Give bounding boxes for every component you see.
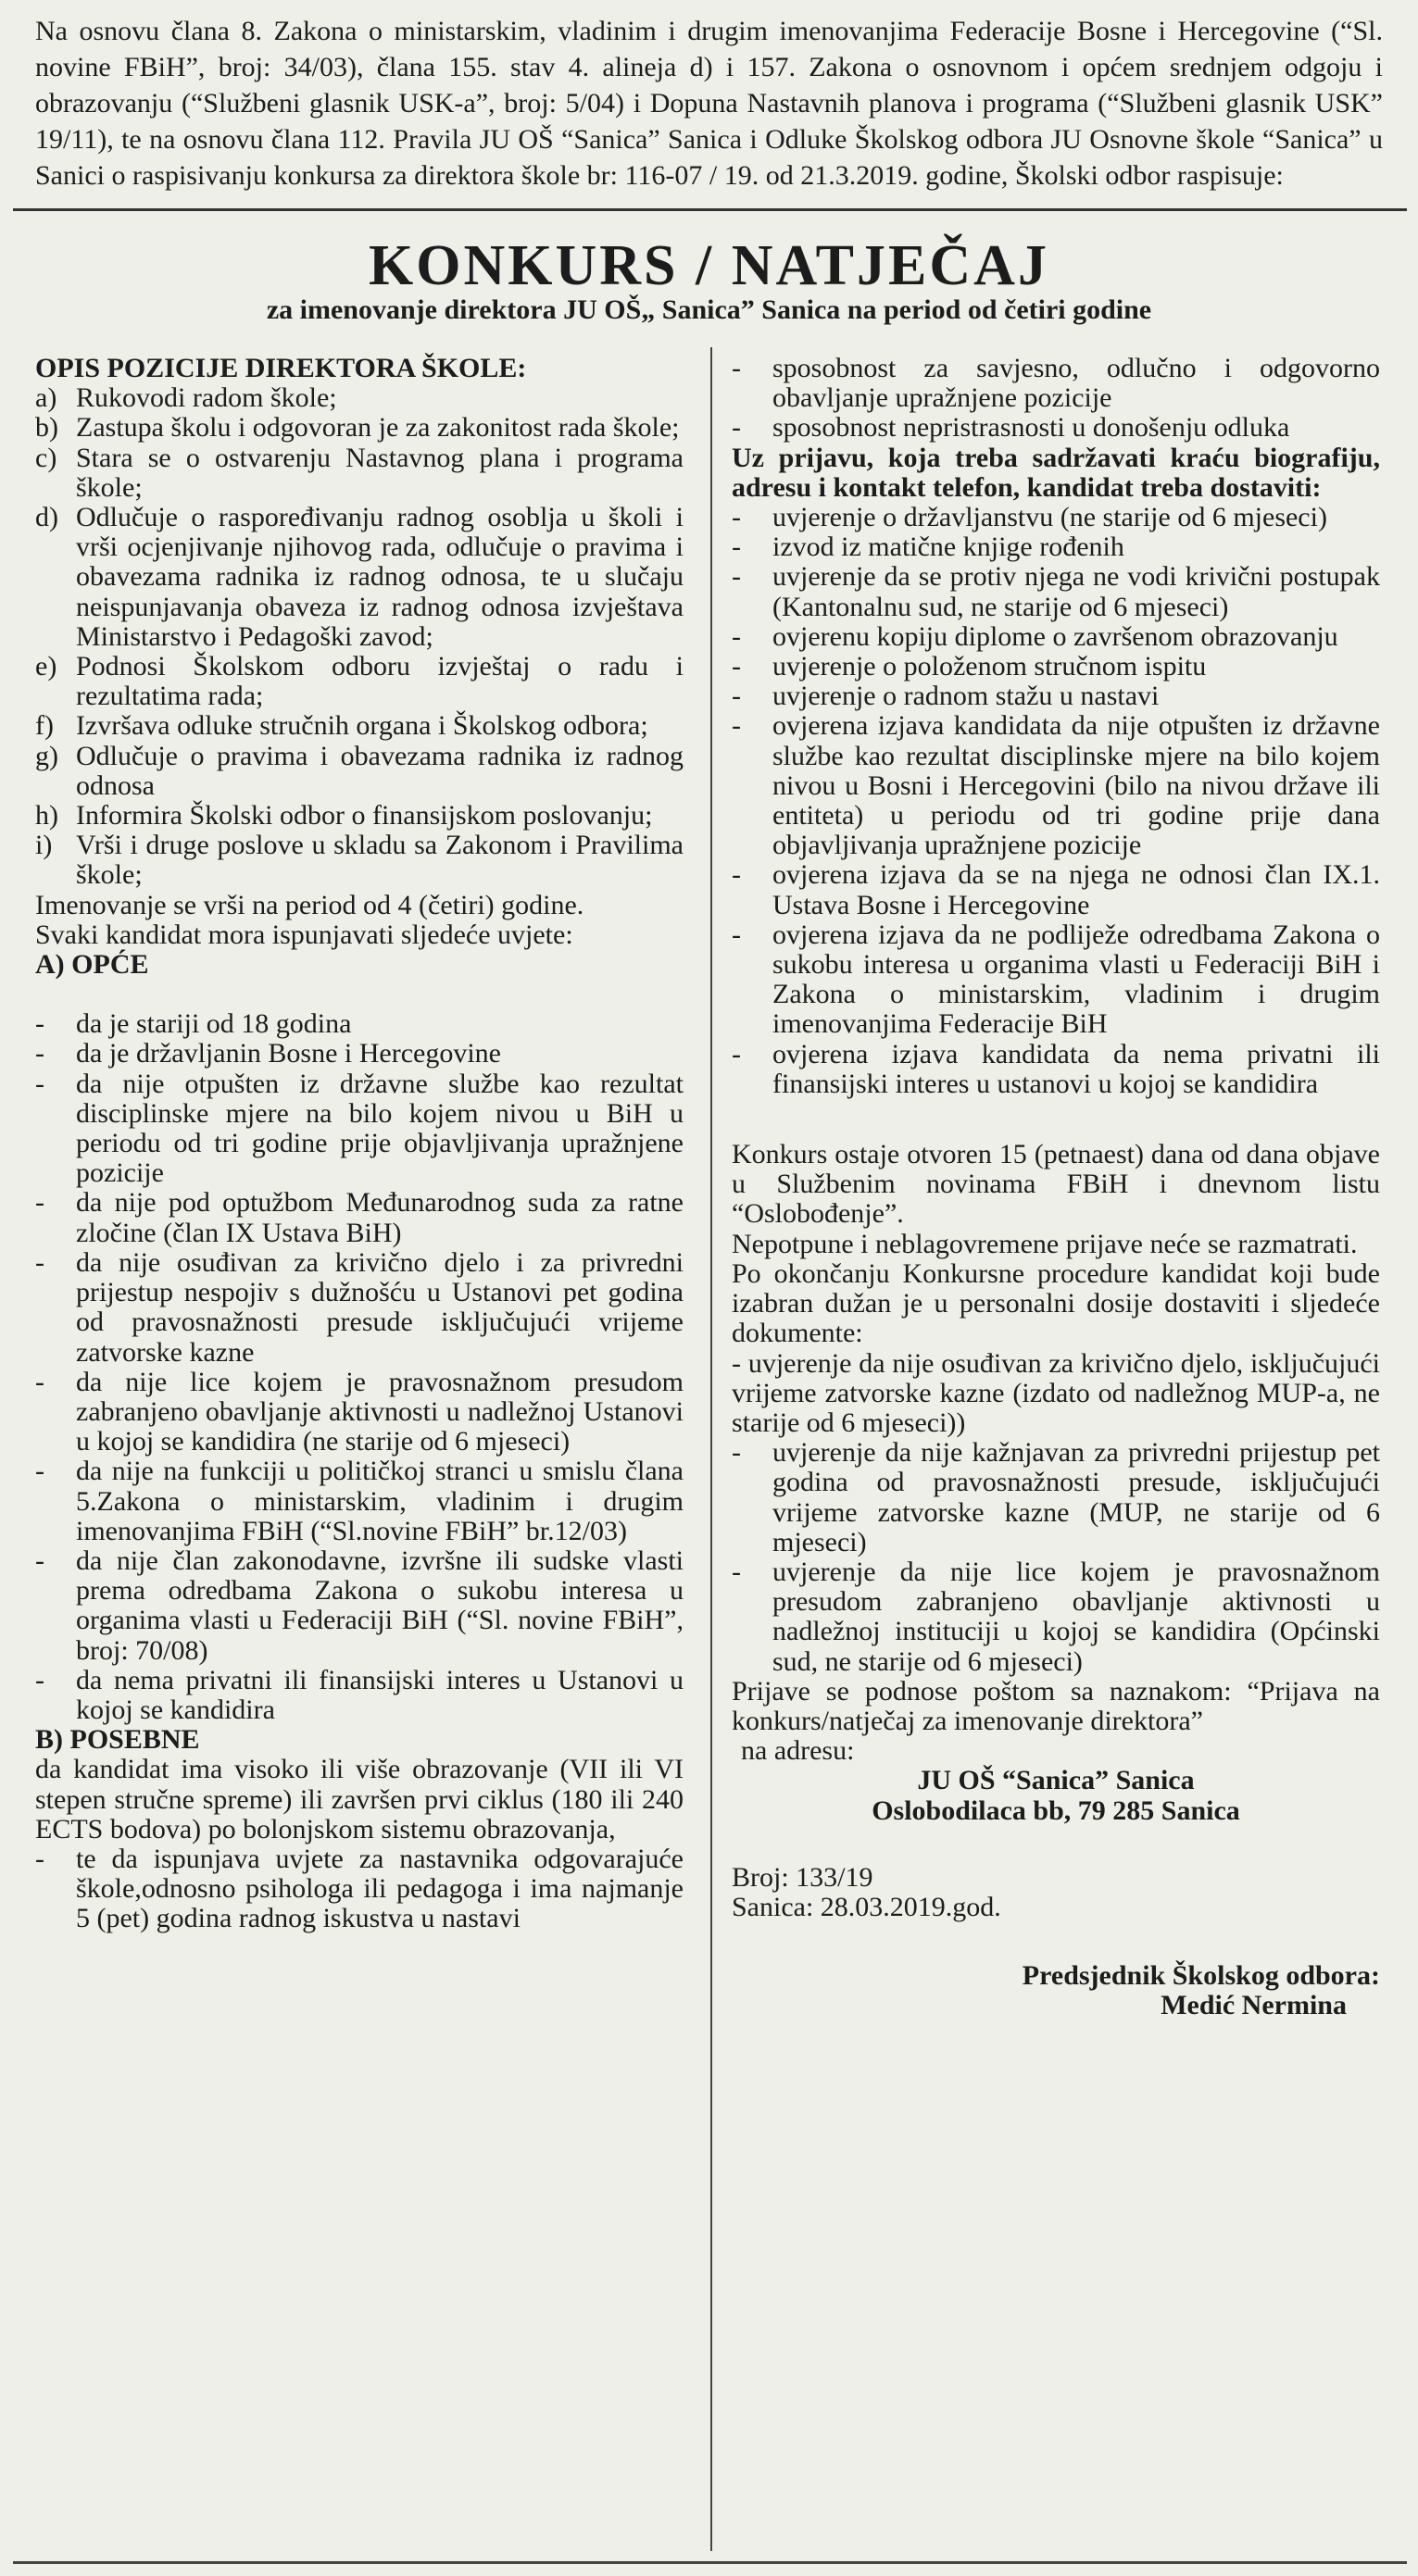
list-item-text: uvjerenje o radnom stažu u nastavi bbox=[772, 681, 1160, 712]
list-item-text: da nije lice kojem je pravosnažnom presudom zabranjeno obavljanje aktivnosti u nadležnoj Ustanovi u kojoj se kandidira (ne starije od 6 mjeseci) bbox=[76, 1366, 684, 1457]
list-marker: - bbox=[732, 859, 741, 891]
document-item bbox=[732, 562, 1380, 621]
list-item-text: uvjerenje o državljanstvu (ne starije od 6 mjeseci) bbox=[772, 502, 1327, 533]
document-item bbox=[732, 860, 1380, 919]
list-item-text: izvod iz matične knjige rođenih bbox=[772, 531, 1124, 563]
list-item-text: Izvršava odluke stručnih organa i Školskog odbora; bbox=[76, 710, 648, 742]
list-marker: - bbox=[35, 1544, 44, 1576]
signature-name: Medić Nermina bbox=[1161, 1990, 1347, 2021]
bottom-rule bbox=[13, 2561, 1407, 2564]
list-marker: d) bbox=[35, 502, 58, 533]
list-marker: - bbox=[732, 531, 741, 563]
list-marker: - bbox=[35, 1843, 44, 1874]
posebne-item bbox=[35, 1844, 684, 1934]
list-marker: - bbox=[732, 1556, 741, 1587]
list-item-text: Podnosi Školskom odboru izvještaj o radu i rezultatima rada; bbox=[76, 651, 684, 712]
list-marker: - bbox=[732, 561, 741, 593]
document-item bbox=[732, 920, 1380, 1040]
list-marker: e) bbox=[35, 651, 57, 682]
list-item-text: da nije član zakonodavne, izvršne ili sudske vlasti prema odredbama Zakona o sukobu interesa u organima vlasti u Federaciji BiH (“Sl. novine FBiH”, broj: 70/08) bbox=[76, 1544, 684, 1666]
right-column bbox=[732, 354, 1380, 2021]
document-item bbox=[732, 682, 1380, 711]
nepotpune-text: Nepotpune i neblagovremene prijave neće se razmatrati. bbox=[732, 1228, 1358, 1259]
list-item-text: Informira Školski odbor o finansijskom poslovanju; bbox=[76, 800, 653, 832]
list-item-text: ovjerena izjava da se na njega ne odnosi član IX.1. Ustava Bosne i Hercegovine bbox=[772, 859, 1380, 920]
list-item-text: da nije osuđivan za krivično djelo i za privredni prijestup nespojiv s dužnošću u Ustanovi pet godina od pravosnažnosti presude isključujući vrijeme zatvorske kazne bbox=[76, 1246, 684, 1368]
duty-item bbox=[35, 413, 684, 443]
list-marker: b) bbox=[35, 412, 58, 444]
list-item-text: Zastupa školu i odgovoran je za zakonitost rada škole; bbox=[76, 412, 680, 444]
list-item-text: da je stariji od 18 godina bbox=[76, 1008, 352, 1040]
duty-item bbox=[35, 742, 684, 801]
document-item bbox=[732, 503, 1380, 532]
list-item-text: da nije otpušten iz državne službe kao rezultat disciplinske mjere na bilo kojem nivou u BiH u periodu od tri godine prije objavljivanja upražnjene pozicije bbox=[76, 1068, 684, 1189]
opce-item bbox=[35, 1248, 684, 1368]
prijava-heading: Uz prijavu, koja treba sadržavati kraću biografiju, adresu i kontakt telefon, kandidat treba dostaviti: bbox=[732, 442, 1380, 503]
opce-list bbox=[35, 1009, 684, 1725]
list-item-text: da je državljanin Bosne i Hercegovine bbox=[76, 1038, 501, 1069]
list-item-text: da nije pod optužbom Međunarodnog suda za ratne zločine (član IX Ustava BiH) bbox=[76, 1187, 684, 1248]
list-marker: - bbox=[35, 1038, 44, 1069]
documents-list bbox=[732, 503, 1380, 1099]
list-item-text: uvjerenje o položenom stručnom ispitu bbox=[772, 651, 1207, 682]
column-divider bbox=[710, 347, 712, 2551]
list-item-text: da nema privatni ili finansijski interes u Ustanovi u kojoj se kandidira bbox=[76, 1664, 684, 1725]
list-marker: i) bbox=[35, 830, 53, 861]
duty-item bbox=[35, 503, 684, 652]
list-item-text: sposobnost za savjesno, odlučno i odgovorno obavljanje upražnjene pozicije bbox=[772, 353, 1380, 414]
list-item-text: te da ispunjava uvjete za nastavnika odgovarajuće škole,odnosno psihologa ili pedagoga i ima najmanje 5 (pet) godina radnog iskustva u nastavi bbox=[76, 1843, 684, 1934]
document-item bbox=[732, 622, 1380, 652]
capability-item bbox=[732, 354, 1380, 413]
document-item bbox=[732, 711, 1380, 860]
duty-item bbox=[35, 711, 684, 741]
date-text: Sanica: 28.03.2019.god. bbox=[732, 1891, 1001, 1922]
duties-list bbox=[35, 383, 684, 890]
list-marker: - bbox=[732, 412, 741, 444]
konkurs-open-text: Konkurs ostaje otvoren 15 (petnaest) dana od dana objave u Službenim novinama FBiH i dnevnom listu “Oslobođenje”. bbox=[732, 1139, 1380, 1230]
list-item-text: uvjerenje da se protiv njega ne vodi krivični postupak (Kantonalnu sud, ne starije od 6 mjeseci) bbox=[772, 561, 1380, 622]
document-item bbox=[732, 1040, 1380, 1099]
signature-title: Predsjednik Školskog odbora: bbox=[1022, 1960, 1380, 1992]
list-item-text: Vrši i druge poslove u skladu sa Zakonom i Pravilima škole; bbox=[76, 830, 684, 891]
list-marker: - bbox=[732, 502, 741, 533]
duty-item bbox=[35, 831, 684, 890]
opce-item bbox=[35, 1457, 684, 1546]
duty-item bbox=[35, 444, 684, 503]
list-item-text: da nije na funkciji u političkoj stranci u smislu člana 5.Zakona o ministarskim, vladinim i drugim imenovanjima FBiH (“Sl.novine FBiH” br.12/03) bbox=[76, 1456, 684, 1546]
list-marker: - bbox=[732, 651, 741, 682]
list-item-text: Rukovodi radom škole; bbox=[76, 382, 337, 414]
list-marker: - bbox=[732, 681, 741, 712]
opis-heading: OPIS POZICIJE DIREKTORA ŠKOLE: bbox=[35, 353, 527, 383]
opce-heading: A) OPĆE bbox=[35, 949, 149, 981]
posebne-heading: B) POSEBNE bbox=[35, 1724, 200, 1756]
opce-item bbox=[35, 1546, 684, 1666]
list-marker: - bbox=[35, 1366, 44, 1397]
list-marker: c) bbox=[35, 442, 57, 473]
capability-list bbox=[732, 354, 1380, 444]
duty-item bbox=[35, 652, 684, 711]
opce-item bbox=[35, 1188, 684, 1247]
list-item-text: sposobnost nepristrasnosti u donošenju odluka bbox=[772, 412, 1290, 444]
opce-item bbox=[35, 1069, 684, 1189]
document-item bbox=[732, 652, 1380, 682]
list-item-text: ovjerena izjava kandidata da nema privatni ili finansijski interes u ustanovi u kojoj se kandidira bbox=[772, 1038, 1380, 1099]
posebne-list bbox=[35, 1844, 684, 1934]
na-adresu-text: na adresu: bbox=[741, 1735, 855, 1767]
posebne-text: da kandidat ima visoko ili više obrazovanje (VII ili VI stepen stručne spreme) ili završen prvi ciklus (180 ili 240 ECTS bodova) po bolonjskom sistemu obrazovanja, bbox=[35, 1754, 684, 1844]
list-marker: - bbox=[732, 919, 741, 950]
list-item-text: Odlučuje o pravima i obavezama radnika iz radnog odnosa bbox=[76, 740, 684, 801]
list-marker: - bbox=[732, 1038, 741, 1069]
list-item-text: ovjerena izjava da ne podliježe odredbama Zakona o sukobu interesa u organima vlasti u Federaciji BiH i Zakona o ministarskim, vladinim i drugim imenovanjima Federacije BiH bbox=[772, 919, 1380, 1040]
intro-paragraph: Na osnovu člana 8. Zakona o ministarskim, vladinim i drugim imenovanjima Federacije Bosne i Hercegovine (“Sl. novine FBiH”, broj: 34/03), člana 155. stav 4. alineja d) i 157. Zakona o osnovnom i općem srednjem odgoju i obrazovanju (“Službeni glasnik USK-a”, broj: 5/04) i Dopuna Nastavnih planova i programa (“Službeni glasnik USK” 19/11), te na osnovu člana 112. Pravila JU OŠ “Sanica” Sanica i Odluke Školskog odbora JU Osnovne škole “Sanica” u Sanici o raspisivanju konkursa za direktora škole br: 116-07 / 19. od 21.3.2019. godine, Školski odbor raspisuje: bbox=[35, 16, 1383, 191]
top-rule bbox=[13, 208, 1407, 211]
list-marker: g) bbox=[35, 740, 58, 771]
document-item bbox=[732, 1557, 1380, 1677]
list-marker: - bbox=[35, 1187, 44, 1219]
list-marker: - bbox=[732, 710, 741, 742]
list-marker: - bbox=[732, 353, 741, 383]
period-text: Imenovanje se vrši na period od 4 (četiri) godine. bbox=[35, 889, 584, 920]
okoncanje-text: Po okončanju Konkursne procedure kandidat koji bude izabran dužan je u personalni dosije dostaviti i sljedeće dokumente: bbox=[732, 1257, 1380, 1349]
first-doc-text: - uvjerenje da nije osuđivan za krivično djelo, isključujući vrijeme zatvorske kazne (izdato od nadležnog MUP-a, ne starije od 6 mjeseci)) bbox=[732, 1347, 1380, 1438]
list-marker: - bbox=[732, 620, 741, 652]
list-item-text: uvjerenje da nije lice kojem je pravosnažnom presudom zabranjeno obavljanje aktivnosti u nadležnoj instituciji u kojoj se kandidira (Općinski sud, ne starije od 6 mjeseci) bbox=[772, 1556, 1380, 1677]
list-marker: - bbox=[35, 1008, 44, 1040]
list-item-text: uvjerenje da nije kažnjavan za privredni prijestup pet godina od pravosnažnosti presude, isključujući vrijeme zatvorske kazne (MUP, ne starije od 6 mjeseci) bbox=[772, 1437, 1380, 1557]
address-line-2: Oslobodilaca bb, 79 285 Sanica bbox=[872, 1794, 1240, 1826]
list-item-text: ovjerena izjava kandidata da nije otpušten iz državne službe kao rezultat disciplinske mjere na bilo kojem nivou u Bosni i Hercegovini (bilo na nivou države ili entiteta) u periodu od tri godine prije dana objavljivanja upražnjene pozicije bbox=[772, 710, 1380, 861]
duty-item bbox=[35, 801, 684, 831]
svaki-text: Svaki kandidat mora ispunjavati sljedeće uvjete: bbox=[35, 919, 573, 950]
document-item bbox=[732, 1438, 1380, 1557]
list-marker: - bbox=[35, 1246, 44, 1278]
list-marker: - bbox=[35, 1068, 44, 1099]
opce-item bbox=[35, 1666, 684, 1725]
list-marker: - bbox=[732, 1437, 741, 1469]
list-marker: - bbox=[35, 1664, 44, 1695]
page-subtitle: za imenovanje direktora JU OŠ„ Sanica” Sanica na period od četiri godine bbox=[266, 294, 1152, 325]
page-title: KONKURS / NATJEČAJ bbox=[369, 234, 1049, 297]
list-item-text: Odlučuje o raspoređivanju radnog osoblja u školi i vrši ocjenjivanje njihovog rada, odlučuje o pravima i obavezama radnika iz radnog odnosa, te u slučaju neispunjavanja obaveza iz radnog odnosa izvještava Ministarstvo i Pedagoški zavod; bbox=[76, 502, 684, 652]
document-item bbox=[732, 532, 1380, 562]
list-item-text: ovjerenu kopiju diplome o završenom obrazovanju bbox=[772, 620, 1338, 652]
duty-item bbox=[35, 383, 684, 413]
broj-text: Broj: 133/19 bbox=[732, 1861, 873, 1893]
prijave-text: Prijave se podnose poštom sa naznakom: “Prijava na konkurs/natječaj za imenovanje direktora” bbox=[732, 1675, 1380, 1736]
opce-item bbox=[35, 1039, 684, 1069]
list-marker: h) bbox=[35, 800, 58, 832]
list-marker: f) bbox=[35, 710, 54, 742]
list-marker: a) bbox=[35, 382, 57, 414]
capability-item bbox=[732, 413, 1380, 443]
opce-item bbox=[35, 1009, 684, 1039]
list-item-text: Stara se o ostvarenju Nastavnog plana i programa škole; bbox=[76, 442, 684, 503]
left-column bbox=[35, 354, 684, 1934]
list-marker: - bbox=[35, 1456, 44, 1487]
opce-item bbox=[35, 1368, 684, 1457]
address-line-1: JU OŠ “Sanica” Sanica bbox=[917, 1765, 1195, 1796]
more-documents-list bbox=[732, 1438, 1380, 1677]
